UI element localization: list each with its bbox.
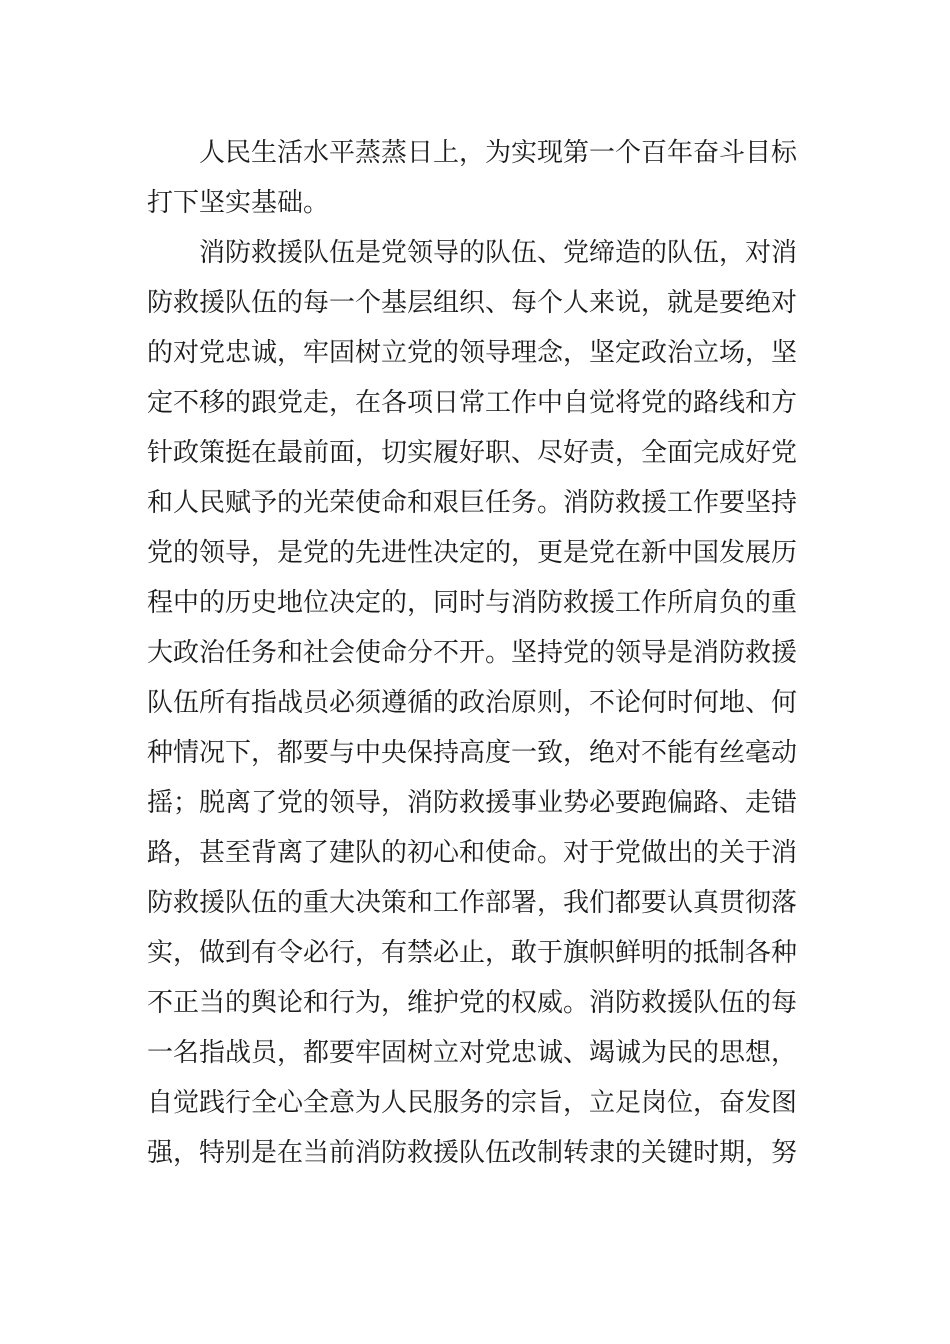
text-line: 党的领导，是党的先进性决定的，更是党在新中国发展历 [147,538,798,568]
text-line: 防救援队伍的每一个基层组织、每个人来说，就是要绝对 [147,288,798,318]
text-line: 针政策挺在最前面，切实履好职、尽好责，全面完成好党 [147,438,798,468]
text-line: 种情况下，都要与中央保持高度一致，绝对不能有丝毫动 [147,738,798,768]
text-line: 定不移的跟党走，在各项日常工作中自觉将党的路线和方 [147,388,798,418]
text-line: 摇；脱离了党的领导，消防救援事业势必要跑偏路、走错 [147,788,798,818]
text-line: 一名指战员，都要牢固树立对党忠诚、竭诚为民的思想， [147,1038,798,1068]
text-line: 强，特别是在当前消防救援队伍改制转隶的关键时期，努 [147,1138,798,1168]
text-line: 实，做到有令必行，有禁必止，敢于旗帜鲜明的抵制各种 [147,938,798,968]
text-line: 和人民赋予的光荣使命和艰巨任务。消防救援工作要坚持 [147,488,798,518]
text-line: 防救援队伍的重大决策和工作部署，我们都要认真贯彻落 [147,888,798,918]
text-line: 队伍所有指战员必须遵循的政治原则，不论何时何地、何 [147,688,798,718]
text-line: 人民生活水平蒸蒸日上，为实现第一个百年奋斗目标 [199,138,798,168]
text-line: 路，甚至背离了建队的初心和使命。对于党做出的关于消 [147,838,798,868]
text-line: 自觉践行全心全意为人民服务的宗旨，立足岗位，奋发图 [147,1088,798,1118]
text-line: 大政治任务和社会使命分不开。坚持党的领导是消防救援 [147,638,798,668]
text-line: 打下坚实基础。 [147,188,330,218]
body-text [147,128,798,1178]
text-line: 程中的历史地位决定的，同时与消防救援工作所肩负的重 [147,588,798,618]
text-line: 的对党忠诚，牢固树立党的领导理念，坚定政治立场，坚 [147,338,798,368]
text-line: 消防救援队伍是党领导的队伍、党缔造的队伍，对消 [199,238,798,268]
text-line: 不正当的舆论和行为，维护党的权威。消防救援队伍的每 [147,988,798,1018]
